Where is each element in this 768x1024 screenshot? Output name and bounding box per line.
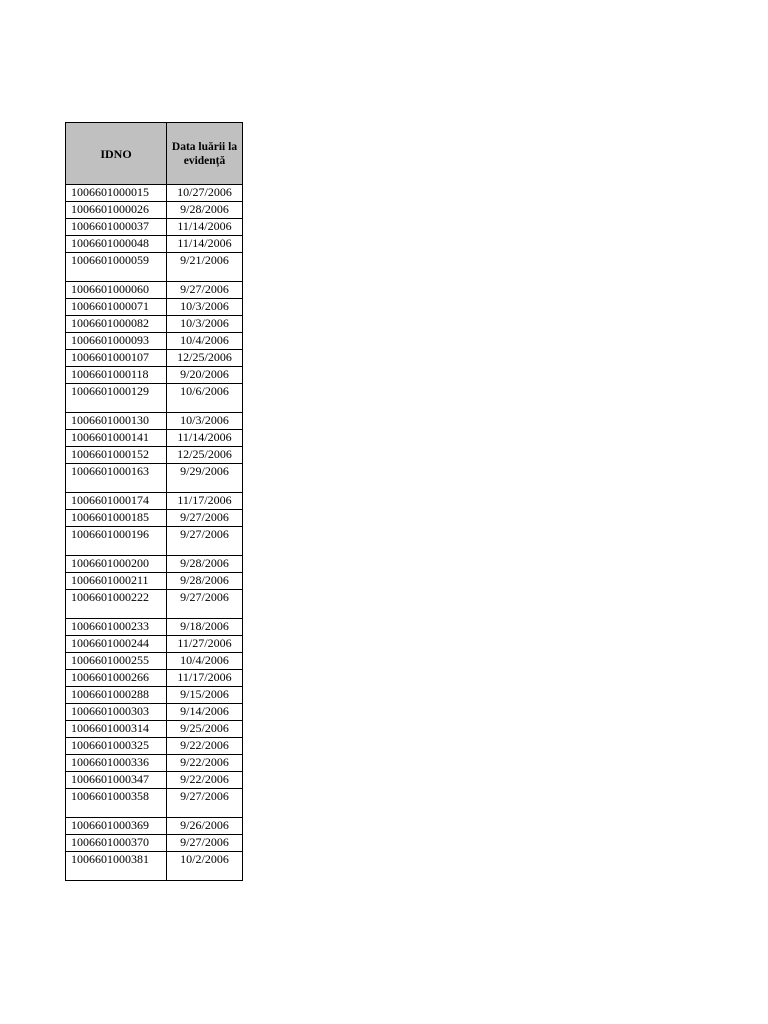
- idno-cell: 1006601000026: [66, 202, 167, 219]
- date-cell: 9/27/2006: [167, 789, 243, 818]
- table-row: [66, 619, 243, 636]
- date-cell: 10/4/2006: [167, 333, 243, 350]
- date-cell: 10/3/2006: [167, 299, 243, 316]
- idno-cell: 1006601000015: [66, 185, 167, 202]
- date-cell: 12/25/2006: [167, 350, 243, 367]
- table-row: [66, 556, 243, 573]
- table-body: [66, 185, 243, 881]
- table-row: [66, 852, 243, 881]
- idno-cell: 1006601000060: [66, 282, 167, 299]
- idno-cell: 1006601000288: [66, 687, 167, 704]
- table-row: [66, 464, 243, 493]
- idno-cell: 1006601000071: [66, 299, 167, 316]
- idno-cell: 1006601000255: [66, 653, 167, 670]
- idno-cell: 1006601000369: [66, 818, 167, 835]
- date-cell: 9/22/2006: [167, 738, 243, 755]
- table-row: [66, 772, 243, 789]
- date-cell: 9/22/2006: [167, 772, 243, 789]
- date-cell: 9/29/2006: [167, 464, 243, 493]
- table-row: [66, 835, 243, 852]
- date-cell: 9/22/2006: [167, 755, 243, 772]
- date-cell: 10/6/2006: [167, 384, 243, 413]
- idno-cell: 1006601000370: [66, 835, 167, 852]
- idno-cell: 1006601000358: [66, 789, 167, 818]
- idno-cell: 1006601000118: [66, 367, 167, 384]
- table-row: [66, 653, 243, 670]
- date-cell: 9/25/2006: [167, 721, 243, 738]
- registry-table: [65, 122, 243, 881]
- table-row: [66, 636, 243, 653]
- date-cell: 9/28/2006: [167, 573, 243, 590]
- idno-cell: 1006601000163: [66, 464, 167, 493]
- table-row: [66, 687, 243, 704]
- table-row: [66, 447, 243, 464]
- date-cell: 10/4/2006: [167, 653, 243, 670]
- table-row: [66, 333, 243, 350]
- date-cell: 10/2/2006: [167, 852, 243, 881]
- date-cell: 12/25/2006: [167, 447, 243, 464]
- table-row: [66, 738, 243, 755]
- date-cell: 11/14/2006: [167, 219, 243, 236]
- table-row: [66, 350, 243, 367]
- header-row: [66, 123, 243, 185]
- table-row: [66, 202, 243, 219]
- idno-cell: 1006601000314: [66, 721, 167, 738]
- date-column-header: Data luării la evidență: [167, 123, 243, 185]
- idno-cell: 1006601000200: [66, 556, 167, 573]
- idno-cell: 1006601000211: [66, 573, 167, 590]
- table-row: [66, 818, 243, 835]
- date-cell: 9/27/2006: [167, 590, 243, 619]
- idno-cell: 1006601000037: [66, 219, 167, 236]
- idno-cell: 1006601000059: [66, 253, 167, 282]
- idno-cell: 1006601000325: [66, 738, 167, 755]
- idno-cell: 1006601000082: [66, 316, 167, 333]
- idno-cell: 1006601000152: [66, 447, 167, 464]
- idno-cell: 1006601000129: [66, 384, 167, 413]
- idno-cell: 1006601000222: [66, 590, 167, 619]
- date-cell: 11/17/2006: [167, 493, 243, 510]
- idno-cell: 1006601000233: [66, 619, 167, 636]
- table-row: [66, 755, 243, 772]
- table-row: [66, 573, 243, 590]
- table-row: [66, 185, 243, 202]
- table-row: [66, 413, 243, 430]
- idno-cell: 1006601000347: [66, 772, 167, 789]
- idno-cell: 1006601000048: [66, 236, 167, 253]
- table-row: [66, 493, 243, 510]
- date-cell: 9/28/2006: [167, 202, 243, 219]
- idno-cell: 1006601000185: [66, 510, 167, 527]
- date-cell: 9/27/2006: [167, 835, 243, 852]
- idno-cell: 1006601000381: [66, 852, 167, 881]
- date-cell: 11/17/2006: [167, 670, 243, 687]
- date-cell: 9/27/2006: [167, 510, 243, 527]
- table-row: [66, 253, 243, 282]
- date-cell: 11/27/2006: [167, 636, 243, 653]
- date-cell: 11/14/2006: [167, 430, 243, 447]
- idno-cell: 1006601000303: [66, 704, 167, 721]
- date-cell: 9/15/2006: [167, 687, 243, 704]
- idno-cell: 1006601000266: [66, 670, 167, 687]
- idno-column-header: IDNO: [66, 123, 167, 185]
- date-cell: 10/3/2006: [167, 316, 243, 333]
- table-row: [66, 789, 243, 818]
- idno-cell: 1006601000336: [66, 755, 167, 772]
- table-row: [66, 430, 243, 447]
- table-row: [66, 367, 243, 384]
- table-row: [66, 236, 243, 253]
- idno-cell: 1006601000174: [66, 493, 167, 510]
- table-row: [66, 704, 243, 721]
- date-cell: 10/27/2006: [167, 185, 243, 202]
- date-cell: 9/27/2006: [167, 527, 243, 556]
- date-cell: 9/27/2006: [167, 282, 243, 299]
- date-cell: 9/14/2006: [167, 704, 243, 721]
- date-cell: 9/28/2006: [167, 556, 243, 573]
- date-cell: 9/21/2006: [167, 253, 243, 282]
- table-row: [66, 316, 243, 333]
- date-cell: 9/26/2006: [167, 818, 243, 835]
- idno-cell: 1006601000141: [66, 430, 167, 447]
- idno-cell: 1006601000107: [66, 350, 167, 367]
- idno-cell: 1006601000093: [66, 333, 167, 350]
- table-row: [66, 299, 243, 316]
- table-row: [66, 282, 243, 299]
- table-header: [66, 123, 243, 185]
- table-row: [66, 721, 243, 738]
- table-row: [66, 510, 243, 527]
- date-cell: 9/20/2006: [167, 367, 243, 384]
- date-cell: 10/3/2006: [167, 413, 243, 430]
- date-cell: 11/14/2006: [167, 236, 243, 253]
- idno-cell: 1006601000196: [66, 527, 167, 556]
- table-row: [66, 590, 243, 619]
- table-row: [66, 219, 243, 236]
- table-row: [66, 384, 243, 413]
- table-row: [66, 670, 243, 687]
- idno-cell: 1006601000130: [66, 413, 167, 430]
- date-cell: 9/18/2006: [167, 619, 243, 636]
- idno-cell: 1006601000244: [66, 636, 167, 653]
- table-row: [66, 527, 243, 556]
